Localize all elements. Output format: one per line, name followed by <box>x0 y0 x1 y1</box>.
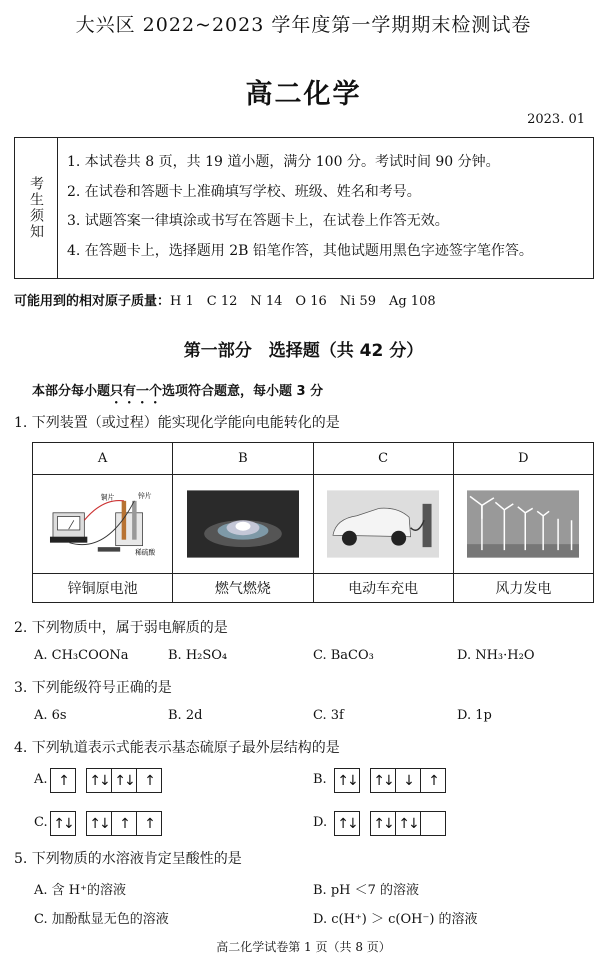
instruction-emphasis: 只有一个 <box>110 384 163 399</box>
q3-option-d: D. 1p <box>457 708 492 723</box>
col-header-a: A <box>33 443 173 475</box>
subject-title: 高二化学 <box>245 79 362 110</box>
orbital-cell: ↓ <box>396 769 421 792</box>
gas-flame-photo <box>187 484 299 564</box>
orbital-cell: ↑↓ <box>53 815 73 832</box>
orbital-cell <box>421 812 445 835</box>
q2-option-a: A. CH₃COONa <box>34 648 129 663</box>
instruction-after: 选项符合题意，每小题 3 分 <box>162 384 324 399</box>
s-orbital-box <box>50 768 76 793</box>
col-header-d: D <box>453 443 593 475</box>
q4-option-b-letter: B. <box>313 772 327 787</box>
q4-option-d-letter: D. <box>313 815 328 830</box>
q2-option-d: D. NH₃·H₂O <box>457 648 535 663</box>
q2-option-c: C. BaCO₃ <box>313 648 374 663</box>
notice-label-cell <box>15 138 58 278</box>
orbital-cell: ↑ <box>144 772 154 789</box>
label-c: 电动车充电 <box>313 574 453 603</box>
orbital-cell: ↑ <box>428 772 438 789</box>
candidate-notice-box <box>14 137 594 279</box>
q4-option-d-diagram <box>334 811 456 836</box>
q5-option-b: B. pH ＜7 的溶液 <box>313 883 420 898</box>
q4-option-c-letter: C. <box>34 815 48 830</box>
orbital-cell: ↑↓ <box>371 769 396 792</box>
notice-item: 4. 在答题卡上，选择题用 2B 铅笔作答，其他试题用黑色字迹签字笔作答。 <box>67 242 533 259</box>
q3-option-c: C. 3f <box>313 708 344 723</box>
orbital-cell: ↑↓ <box>337 815 357 832</box>
exam-title: 大兴区 2022~2023 学年度第一学期期末检测试卷 <box>75 14 532 36</box>
notice-item: 3. 试题答案一律填涂或书写在答题卡上，在试卷上作答无效。 <box>67 213 449 229</box>
atomic-masses-label: 可能用到的相对原子质量： <box>14 294 171 309</box>
q4-option-b-diagram <box>334 768 456 793</box>
q5-option-d: D. c(H⁺) ＞ c(OH⁻) 的溶液 <box>313 912 478 927</box>
orbital-cell: ↑ <box>58 772 68 789</box>
q1-device-table <box>32 442 594 603</box>
wind-turbines-photo <box>467 484 579 564</box>
q4-option-a-letter: A. <box>34 772 48 787</box>
notice-list <box>67 148 587 266</box>
atomic-masses-line <box>14 290 436 309</box>
orbital-cell: ↑↓ <box>337 772 357 789</box>
q2-option-b: B. H₂SO₄ <box>168 648 228 663</box>
part1-title: 第一部分 选择题（共 42 分） <box>183 341 424 361</box>
copper-plate-label: 铜片 <box>100 493 114 502</box>
q2-stem: 2. 下列物质中，属于弱电解质的是 <box>14 620 228 636</box>
notice-item: 1. 本试卷共 8 页，共 19 道小题，满分 100 分。考试时间 90 分钟。 <box>67 154 500 170</box>
q5-stem: 5. 下列物质的水溶液肯定呈酸性的是 <box>14 851 242 867</box>
instruction-before: 本部分每小题 <box>32 384 111 399</box>
orbital-cell: ↑ <box>144 815 154 832</box>
image-cell-a <box>33 475 173 574</box>
q3-option-b: B. 2d <box>168 708 203 723</box>
orbital-cell: ↑↓ <box>396 812 421 835</box>
s-orbital-box <box>50 811 76 836</box>
orbital-cell: ↑↓ <box>87 769 112 792</box>
p-orbital-boxes <box>86 811 162 836</box>
ev-charging-photo <box>327 484 439 564</box>
label-d: 风力发电 <box>453 574 593 603</box>
col-header-c: C <box>313 443 453 475</box>
notice-label: 考生须知 <box>28 176 44 240</box>
notice-item: 2. 在试卷和答题卡上准确填写学校、班级、姓名和考号。 <box>67 183 421 200</box>
p-orbital-boxes <box>370 811 446 836</box>
orbital-cell: ↑ <box>112 812 137 835</box>
q5-option-c: C. 加酚酞显无色的溶液 <box>34 912 169 927</box>
q5-option-a: A. 含 H⁺的溶液 <box>34 883 126 898</box>
exam-date: 2023. 01 <box>527 112 585 127</box>
label-a: 锌铜原电池 <box>33 574 173 603</box>
q4-stem: 4. 下列轨道表示式能表示基态硫原子最外层结构的是 <box>14 740 340 756</box>
image-cell-b <box>173 475 313 574</box>
image-cell-d <box>453 475 593 574</box>
q4-option-c-diagram <box>50 811 172 836</box>
s-orbital-box <box>334 768 360 793</box>
page-footer: 高二化学试卷第 1 页（共 8 页） <box>216 940 391 954</box>
zinc-copper-cell-illustration <box>47 484 159 564</box>
q4-option-a-diagram <box>50 768 172 793</box>
p-orbital-boxes <box>86 768 162 793</box>
zinc-plate-label: 锌片 <box>137 491 152 500</box>
p-orbital-boxes <box>370 768 446 793</box>
q1-stem: 1. 下列装置（或过程）能实现化学能向电能转化的是 <box>14 415 340 431</box>
orbital-cell: ↑↓ <box>87 812 112 835</box>
orbital-cell: ↑↓ <box>112 769 137 792</box>
part1-instruction <box>32 380 323 407</box>
q3-option-a: A. 6s <box>34 708 67 723</box>
orbital-cell: ↑↓ <box>371 812 396 835</box>
s-orbital-box <box>334 811 360 836</box>
dilute-sulfuric-acid-label: 稀硫酸 <box>134 548 155 557</box>
q3-stem: 3. 下列能级符号正确的是 <box>14 680 172 696</box>
image-cell-c <box>313 475 453 574</box>
label-b: 燃气燃烧 <box>173 574 313 603</box>
atomic-masses-values: H 1 C 12 N 14 O 16 Ni 59 Ag 108 <box>170 294 436 309</box>
col-header-b: B <box>173 443 313 475</box>
